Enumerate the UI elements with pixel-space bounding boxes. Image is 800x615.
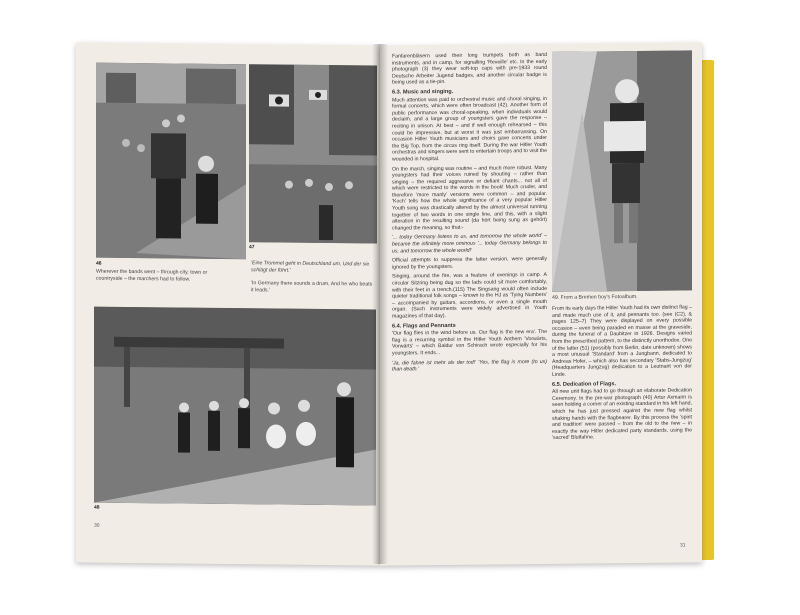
photo-46-marching-band [96, 63, 246, 260]
text-column-2 [552, 304, 692, 444]
photo-49-accordion-boy [552, 50, 692, 291]
paragraph-distinct-flag: From its early days the Hitler Youth had its own distinct flag – and made much use of it, and pennants too. (see (C2), & pages 125–7) They were displayed on every possible occasion – even being paraded en masse at the graveside, during the funeral of a Daubitzer in 1926. Designs varied from the prescribed pattern, to the distinctly unorthodox. One of the latter (51) (possibly from Berlin, date unknown) shows a most unusual 'Standard' from a Jungbann, dedicated to Andreas Hofer, – which also has secondary 'Stabs-Jungzug' (Headquarters Jungzug) dedication to a Leutnant von der Linde. [552, 304, 692, 378]
figure-number-46: 46 [96, 260, 102, 267]
right-page [380, 42, 702, 565]
text-column-1 [392, 52, 547, 376]
heading-dedication-flags: 6.5. Dedication of Flags. [552, 380, 617, 388]
heading-flags-pennants: 6.4. Flags and Pennants [392, 322, 456, 330]
page-number-left: 30 [94, 522, 100, 529]
quote-germany: '... today Germany listens to us, and tomorrow the whole world' – became the infinitely more ominous '... today Germany belongs to us, and tomorrow the whole world!' [392, 233, 547, 255]
paragraph-march: On the march, singing was routine – and much more robust. Many youngsters had their voices ruined by shouting – rather than singing – the required aggressive or defiant chants... not all of which were restricted to the words in the book! Much cruder, and therefore 'more manly' versions were common – and popular. 'Koch' tells how the whole significance of a very popular Hitler Youth song was drastically altered by the almost universal running together of two words in one single line, and this, with a slight alteration in the resulting sound (da hört being sung as gehört) changed the meaning, so that:- [392, 164, 547, 232]
paragraph-suppress: Official attempts to suppress the latter version, were generally ignored by the youngsters. [392, 256, 547, 271]
song-german: 'Eine Trommel geht in Deutschland um, Und der sie schlägt der führt.' [251, 260, 370, 274]
paragraph-dedication: All new unit flags had to go through an elaborate Dedication Ceremony. In the pre-war photograph (40) Artur Axmann is seen holding a corner of an existing standard in his left hand, which he has just pressed against the new flag whilst shaking hands with the flagbearer. By this process the 'spirit and tradition' were passed – from the old to the new – in exactly the way Hitler dedicated party standards, using the 'sacred' Blutfahne. [552, 387, 692, 442]
paragraph-flag-anthem: 'Our flag flies in the wind before us. Our flag is the new era'. The flag is a recurring symbol in the Hitler Youth Anthem 'Vorwärts, Vorwärts' – which Baldur von Schirach wrote especially for his youngsters. It ends... [392, 329, 547, 357]
photo-47-street-parade [249, 64, 377, 243]
heading-music-singing: 6.3. Music and singing. [392, 88, 454, 96]
figure-number-48: 48 [94, 504, 100, 511]
photo-48-drum-march [94, 307, 376, 506]
page-number-right: 31 [680, 542, 686, 549]
paragraph-music: Much attention was paid to orchestral music and choral singing, in formal concerts, which were often broadcast (42). Another form of public performance was choral-speaking, when individuals would declaim, and a large group of youngsters gave the response – reciting in unison. At best – and if well enough rehearsed – this could be impressive, but at worst it was just embarrassing. On occasion Hitler Youth musicians and choirs gave concerts under the Big Top, from the circus ring itself. During the war Hitler Youth orchestras and singers were sent to entertain troops and to visit the wounded in hospital. [392, 95, 547, 163]
paragraph-fanfare: Fanfarenbläsern used their long trumpets both as band instruments, and in camp, for signalling 'Reveille' etc. In the early photograph (3) they wear soft-top caps with pre-1933 round Deutsche Arbeiter Jugend badges, and another circular badge is being used as a tie-pin. [392, 51, 547, 86]
song-english: 'In Germany there sounds a drum, And he who beats it leads.' [251, 280, 373, 294]
paragraph-campfire: Singing, around the fire, was a feature of evenings in camp. A circular Sitzring being dug so the lads could sit more comfortably, with their feet in a trench.(115) The Singsang would often include quieter traditional folk songs – known to the HJ as 'Tying Numbers' – accompanied by guitars, accordions, or even a single mouth organ. (Such instruments were widely advertised in Youth magazines of that day). [392, 272, 547, 320]
quote-flag: 'Ja, die fahne ist mehr als der tod!' 'Yes, the flag is more (to us) than death.' [392, 358, 547, 373]
caption-49: 49. From a Bremen boy's Fotoalbum. [552, 293, 638, 301]
left-page [76, 42, 380, 565]
caption-46: Wherever the bands went – through city, town or countryside – the marchers had to follow. [96, 268, 208, 283]
figure-number-47: 47 [249, 244, 255, 251]
